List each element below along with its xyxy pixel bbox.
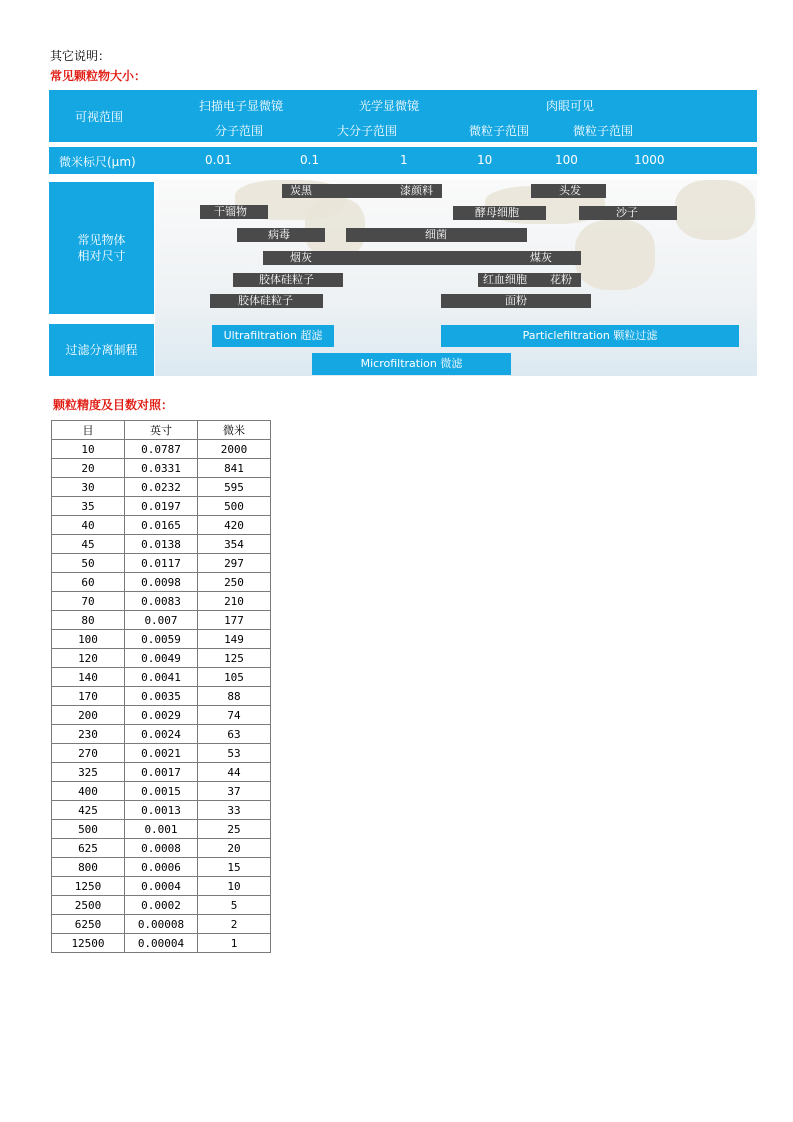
table-row [52,440,271,459]
table-row [52,573,271,592]
label-colloidal-silica-2: 胶体硅粒子 [238,294,293,307]
cell-micron: 2000 [198,440,271,459]
table-row [52,877,271,896]
cell-micron: 250 [198,573,271,592]
label-carbon-black: 炭黑 [290,184,312,197]
cell-mesh: 230 [52,725,125,744]
sem-label: 扫描电子显微镜 [199,99,284,113]
cell-micron: 44 [198,763,271,782]
cell-mesh: 20 [52,459,125,478]
micron-scale-band [49,147,757,174]
cell-micron: 20 [198,839,271,858]
section-heading-mesh-table: 颗粒精度及目数对照： [53,398,174,412]
bar-microfiltration: Microfiltration 微滤 [312,353,511,375]
cell-inch: 0.0006 [125,858,198,877]
cell-inch: 0.0787 [125,440,198,459]
table-row [52,820,271,839]
cell-inch: 0.001 [125,820,198,839]
scale-tick: 0.01 [205,153,232,167]
table-row [52,782,271,801]
table-row [52,592,271,611]
visible-range-band [49,90,757,142]
cell-micron: 5 [198,896,271,915]
scale-tick: 10 [477,153,493,167]
filtration-process-text: 过滤分离制程 [65,343,138,357]
cell-micron: 354 [198,535,271,554]
cell-mesh: 500 [52,820,125,839]
bar-sand [579,206,677,220]
cell-inch: 0.0041 [125,668,198,687]
cell-inch: 0.0035 [125,687,198,706]
cell-inch: 0.0138 [125,535,198,554]
cell-micron: 10 [198,877,271,896]
label-bacteria: 细菌 [425,228,447,241]
cell-micron: 297 [198,554,271,573]
cell-mesh: 325 [52,763,125,782]
cell-inch: 0.0197 [125,497,198,516]
bar-bacteria [346,228,527,242]
cell-micron: 53 [198,744,271,763]
cell-mesh: 625 [52,839,125,858]
table-row [52,497,271,516]
cell-inch: 0.0117 [125,554,198,573]
cell-micron: 149 [198,630,271,649]
cell-inch: 0.00008 [125,915,198,934]
table-row [52,744,271,763]
cell-micron: 841 [198,459,271,478]
cell-mesh: 1250 [52,877,125,896]
optical-microscope-label: 光学显微镜 [359,99,420,113]
bar-red-blood-pollen [478,273,581,287]
header-mesh: 目 [52,421,125,440]
cell-inch: 0.00004 [125,934,198,953]
bar-carbon-black-paint [282,184,442,198]
cell-mesh: 10 [52,440,125,459]
cell-mesh: 12500 [52,934,125,953]
table-row [52,801,271,820]
cell-mesh: 140 [52,668,125,687]
bar-flour [441,294,591,308]
header-micron: 微米 [198,421,271,440]
label-pollen: 花粉 [550,273,572,286]
cell-inch: 0.0059 [125,630,198,649]
table-row [52,611,271,630]
cell-micron: 63 [198,725,271,744]
table-row [52,478,271,497]
cell-inch: 0.0017 [125,763,198,782]
bar-colloidal-silica-2 [210,294,323,308]
label-smoke: 烟灰 [290,251,312,264]
cell-inch: 0.0049 [125,649,198,668]
cell-mesh: 200 [52,706,125,725]
macromolecular-range-label: 大分子范围 [337,124,398,138]
cell-inch: 0.0004 [125,877,198,896]
table-row [52,668,271,687]
filtration-process-label [49,324,154,376]
cell-inch: 0.0008 [125,839,198,858]
note-title: 其它说明： [50,49,111,63]
cell-mesh: 425 [52,801,125,820]
cell-inch: 0.0232 [125,478,198,497]
cell-mesh: 45 [52,535,125,554]
table-row [52,915,271,934]
scale-tick: 1000 [634,153,665,167]
bar-ultrafiltration: Ultrafiltration 超滤 [212,325,334,347]
bar-smoke-coal-ash [263,251,581,265]
cell-mesh: 40 [52,516,125,535]
cell-inch: 0.0002 [125,896,198,915]
mesh-conversion-table [51,420,271,953]
cell-mesh: 60 [52,573,125,592]
cell-micron: 74 [198,706,271,725]
cell-mesh: 400 [52,782,125,801]
table-row [52,554,271,573]
cell-micron: 500 [198,497,271,516]
cell-mesh: 50 [52,554,125,573]
particle-size-figure [49,90,757,376]
naked-eye-label: 肉眼可见 [546,99,595,113]
cell-micron: 1 [198,934,271,953]
label-virus: 病毒 [268,228,290,241]
table-row [52,763,271,782]
label-colloidal-silica-1: 胶体硅粒子 [259,273,314,286]
label-dry-ash: 干镏物 [214,205,247,218]
microparticle-range-label-2: 微粒子范围 [573,124,634,138]
cell-inch: 0.0015 [125,782,198,801]
label-yeast-cell: 酵母细胞 [475,206,519,219]
table-row [52,725,271,744]
cell-micron: 420 [198,516,271,535]
table-row [52,839,271,858]
microparticle-range-label-1: 微粒子范围 [469,124,530,138]
bar-particlefiltration: Particlefiltration 颗粒过滤 [441,325,739,347]
cell-inch: 0.007 [125,611,198,630]
bar-dry-ash [200,205,268,219]
label-coal-ash: 煤灰 [530,251,552,264]
cell-mesh: 270 [52,744,125,763]
cell-micron: 15 [198,858,271,877]
table-row [52,858,271,877]
cell-inch: 0.0331 [125,459,198,478]
table-row [52,687,271,706]
table-row [52,535,271,554]
cell-mesh: 100 [52,630,125,649]
cell-mesh: 70 [52,592,125,611]
common-objects-label-line2: 相对尺寸 [77,249,126,263]
cell-mesh: 30 [52,478,125,497]
table-body [52,440,271,953]
bar-colloidal-silica-1 [233,273,343,287]
header-inch: 英寸 [125,421,198,440]
scale-tick: 1 [400,153,408,167]
bar-yeast-cell [453,206,546,220]
cell-inch: 0.0024 [125,725,198,744]
cell-mesh: 170 [52,687,125,706]
cell-micron: 25 [198,820,271,839]
label-red-blood-cell: 红血细胞 [483,273,527,286]
bar-hair [531,184,606,198]
cell-micron: 2 [198,915,271,934]
bar-virus [237,228,325,242]
cell-micron: 33 [198,801,271,820]
scale-tick: 0.1 [300,153,320,167]
cell-micron: 177 [198,611,271,630]
cell-micron: 125 [198,649,271,668]
cell-micron: 37 [198,782,271,801]
cell-mesh: 80 [52,611,125,630]
cell-micron: 88 [198,687,271,706]
cell-inch: 0.0165 [125,516,198,535]
table-row [52,630,271,649]
table-row [52,516,271,535]
cell-mesh: 2500 [52,896,125,915]
table-row [52,459,271,478]
cell-mesh: 120 [52,649,125,668]
cell-inch: 0.0098 [125,573,198,592]
table-header-row [52,421,271,440]
visible-range-label: 可视范围 [75,110,124,124]
cell-micron: 595 [198,478,271,497]
cell-mesh: 800 [52,858,125,877]
cell-inch: 0.0083 [125,592,198,611]
section-heading-particle-size: 常见颗粒物大小： [50,69,147,83]
cell-inch: 0.0021 [125,744,198,763]
cell-inch: 0.0013 [125,801,198,820]
common-objects-label [49,182,154,314]
label-flour: 面粉 [505,294,527,307]
molecular-range-label: 分子范围 [215,124,264,138]
cell-mesh: 35 [52,497,125,516]
label-paint-pigment: 漆颜料 [400,184,433,197]
scale-tick: 100 [555,153,578,167]
scale-label: 微米标尺(μm) [59,155,136,169]
common-objects-label-line1: 常见物体 [77,233,126,247]
cell-micron: 210 [198,592,271,611]
table-row [52,706,271,725]
table-row [52,934,271,953]
cell-mesh: 6250 [52,915,125,934]
label-sand: 沙子 [616,206,638,219]
table-row [52,649,271,668]
cell-inch: 0.0029 [125,706,198,725]
cell-micron: 105 [198,668,271,687]
table-row [52,896,271,915]
label-hair: 头发 [559,184,581,197]
